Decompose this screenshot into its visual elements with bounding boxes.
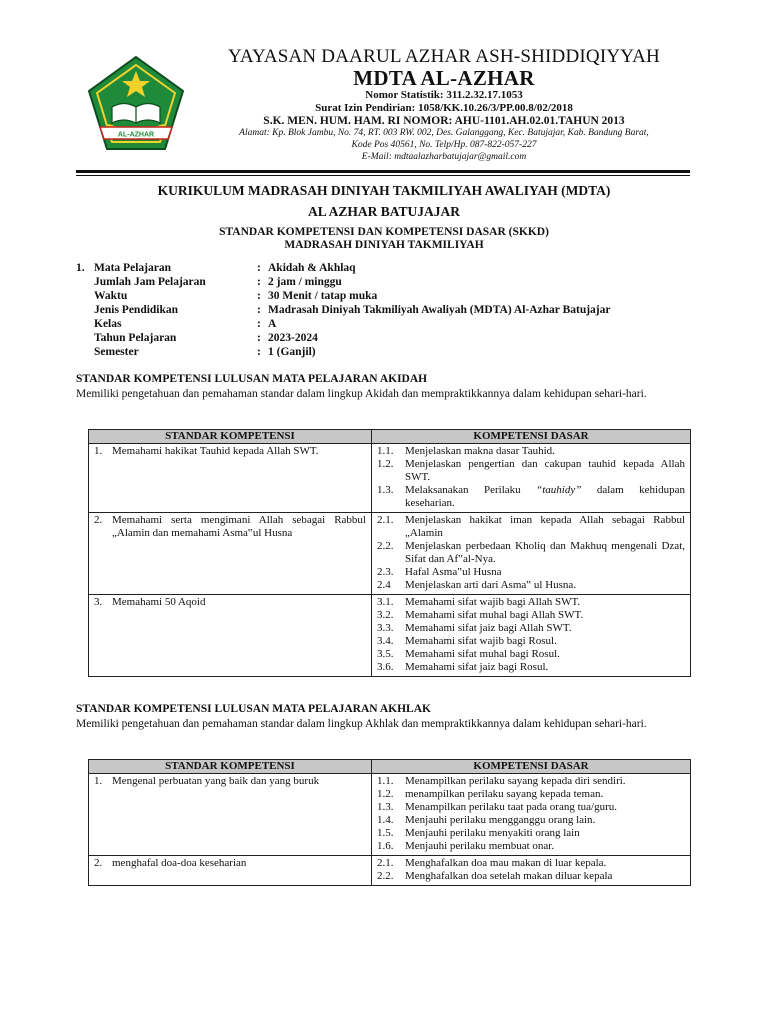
info-colon: :: [257, 346, 261, 358]
kd-text: [405, 596, 685, 609]
sk-number: 1.: [94, 775, 103, 787]
kd-text: [405, 775, 685, 788]
kd-text: [405, 514, 685, 540]
info-colon: :: [257, 332, 261, 344]
kd-text: [405, 445, 685, 458]
kd-number: 3.3.: [377, 622, 394, 634]
sk-text: Mengenal perbuatan yang baik dan yang buruk: [112, 775, 320, 787]
statistic-number: Nomor Statistik: 311.2.32.17.1053: [365, 89, 523, 101]
info-colon: :: [257, 290, 261, 302]
kompetensi-dasar-item: [377, 579, 685, 592]
kompetensi-dasar-item: [377, 484, 685, 510]
kd-text: [405, 840, 685, 853]
kompetensi-dasar-item: [377, 622, 685, 635]
standar-kompetensi-item: [94, 857, 366, 870]
kompetensi-dasar-item: [377, 775, 685, 788]
kompetensi-dasar-item: [377, 540, 685, 566]
kd-number: 2.2.: [377, 870, 394, 882]
kompetensi-dasar-item: [377, 609, 685, 622]
standar-kompetensi-cell: [89, 595, 372, 677]
info-value: Madrasah Diniyah Takmiliyah Awaliyah (MDTA) Al-Azhar Batujajar: [268, 304, 611, 316]
kd-text: [405, 648, 685, 661]
kompetensi-dasar-item: [377, 814, 685, 827]
kd-text-tail: dalam kehidupan keseharian.: [405, 484, 685, 509]
kd-text-main: Hafal Asma‟ul Husna: [405, 566, 502, 578]
kd-text-main: Memahami sifat jaiz bagi Rosul.: [405, 661, 549, 673]
info-value: 30 Menit / tatap muka: [268, 290, 378, 302]
column-header-kompetensi-dasar: KOMPETENSI DASAR: [372, 760, 691, 774]
kd-number: 2.1.: [377, 514, 394, 526]
sk-number: 2.: [94, 857, 103, 869]
kd-number: 1.2.: [377, 788, 394, 800]
kd-number: 3.1.: [377, 596, 394, 608]
kd-text-main: Menjelaskan makna dasar Tauhid.: [405, 445, 555, 457]
standar-kompetensi-item: [94, 514, 366, 540]
letterhead-rule-thin: [76, 175, 690, 176]
akidah-heading: STANDAR KOMPETENSI LULUSAN MATA PELAJARAN AKIDAH: [76, 373, 428, 385]
kd-text: [405, 635, 685, 648]
info-colon: :: [257, 276, 261, 288]
standar-kompetensi-item: [94, 775, 366, 788]
kompetensi-dasar-cell: [372, 513, 691, 595]
kd-text: [405, 857, 685, 870]
info-label: Semester: [94, 346, 139, 358]
standar-kompetensi-cell: [89, 856, 372, 886]
info-value: 2 jam / minggu: [268, 276, 342, 288]
column-header-kompetensi-dasar: KOMPETENSI DASAR: [372, 430, 691, 444]
kd-number: 1.3.: [377, 801, 394, 813]
kd-text: [405, 540, 685, 566]
kd-number: 3.4.: [377, 635, 394, 647]
kd-number: 1.2.: [377, 458, 394, 470]
letterhead-rule-thick: [76, 170, 690, 173]
akhlak-heading: STANDAR KOMPETENSI LULUSAN MATA PELAJARAN AKHLAK: [76, 703, 431, 715]
kompetensi-dasar-item: [377, 514, 685, 540]
kd-number: 2.2.: [377, 540, 394, 552]
info-value: 2023-2024: [268, 332, 318, 344]
kd-text-main: Menjauhi perilaku mengganggu orang lain.: [405, 814, 596, 826]
info-colon: :: [257, 318, 261, 330]
kd-number: 2.4: [377, 579, 391, 591]
info-label: Jumlah Jam Pelajaran: [94, 276, 206, 288]
kd-text-main: Memahami sifat muhal bagi Rosul.: [405, 648, 560, 660]
akidah-description: Memiliki pengetahuan dan pemahaman standar dalam lingkup Akidah dan mempraktikkannya dalam kehidupan sehari-hari.: [76, 388, 647, 400]
table-row: [89, 444, 691, 513]
table-row: [89, 774, 691, 856]
info-row: [76, 317, 696, 331]
kd-text-main: Melaksanakan Perilaku: [405, 484, 537, 496]
kd-text-main: Menjelaskan perbedaan Kholiq dan Makhuq mengenali Dzat, Sifat dan Af‟al-Nya.: [405, 540, 685, 565]
kd-number: 3.5.: [377, 648, 394, 660]
kd-text: [405, 870, 685, 883]
kompetensi-dasar-cell: [372, 774, 691, 856]
address-line-2: Kode Pos 40561, No. Telp/Hp. 087-822-057-227: [351, 140, 537, 150]
kd-number: 1.1.: [377, 775, 394, 787]
kompetensi-dasar-item: [377, 870, 685, 883]
table-row: [89, 595, 691, 677]
akhlak-description: Memiliki pengetahuan dan pemahaman standar dalam lingkup Akhlak dan mempraktikkannya dalam kehidupan sehari-hari.: [76, 718, 647, 730]
kd-number: 3.2.: [377, 609, 394, 621]
sk-text: Memahami 50 Aqoid: [112, 596, 206, 608]
kd-number: 1.5.: [377, 827, 394, 839]
sk-text: Memahami hakikat Tauhid kepada Allah SWT.: [112, 445, 319, 457]
kompetensi-dasar-cell: [372, 595, 691, 677]
kd-number: 1.3.: [377, 484, 394, 496]
info-label: Waktu: [94, 290, 128, 302]
kompetensi-dasar-item: [377, 661, 685, 674]
kompetensi-dasar-item: [377, 635, 685, 648]
skkd-title: STANDAR KOMPETENSI DAN KOMPETENSI DASAR (SKKD): [219, 226, 549, 238]
kd-number: 1.1.: [377, 445, 394, 457]
info-label: Tahun Pelajaran: [94, 332, 177, 344]
column-header-standar-kompetensi: STANDAR KOMPETENSI: [89, 430, 372, 444]
kd-text-main: Menjauhi perilaku membuat onar.: [405, 840, 555, 852]
kompetensi-dasar-item: [377, 566, 685, 579]
kd-text: [405, 827, 685, 840]
kd-text: [405, 609, 685, 622]
kompetensi-dasar-item: [377, 445, 685, 458]
kd-text: [405, 484, 685, 510]
kd-number: 2.3.: [377, 566, 394, 578]
info-colon: :: [257, 304, 261, 316]
kd-text-main: Menghafalkan doa mau makan di luar kepala.: [405, 857, 607, 869]
info-number: 1.: [76, 262, 85, 274]
kd-text-main: Memahami sifat jaiz bagi Allah SWT.: [405, 622, 572, 634]
school-title: AL AZHAR BATUJAJAR: [307, 204, 461, 219]
info-label: Kelas: [94, 318, 122, 330]
table-row: [89, 513, 691, 595]
standar-kompetensi-item: [94, 596, 366, 609]
kd-number: 1.4.: [377, 814, 394, 826]
kd-text: [405, 801, 685, 814]
kd-text-main: Menampilkan perilaku taat pada orang tua/guru.: [405, 801, 617, 813]
kompetensi-dasar-item: [377, 596, 685, 609]
kompetensi-dasar-item: [377, 857, 685, 870]
info-row: [76, 275, 696, 289]
standar-kompetensi-cell: [89, 774, 372, 856]
info-row: [76, 345, 696, 359]
school-name: MDTA AL-AZHAR: [353, 66, 535, 90]
kompetensi-dasar-item: [377, 801, 685, 814]
standar-kompetensi-cell: [89, 444, 372, 513]
kd-text-main: Memahami sifat wajib bagi Rosul.: [405, 635, 557, 647]
kd-number: 1.6.: [377, 840, 394, 852]
email-line: E-Mail: mdtaalazharbatujajar@gmail.com: [361, 152, 527, 162]
kd-text: [405, 661, 685, 674]
kd-text: [405, 458, 685, 484]
info-row: [76, 261, 696, 275]
madrasah-title: MADRASAH DINIYAH TAKMILIYAH: [284, 239, 484, 251]
info-value: A: [268, 318, 277, 330]
column-header-standar-kompetensi: STANDAR KOMPETENSI: [89, 760, 372, 774]
sk-number: 3.: [94, 596, 103, 608]
kompetensi-dasar-item: [377, 827, 685, 840]
kd-text-main: Menampilkan perilaku sayang kepada diri sendiri.: [405, 775, 626, 787]
info-row: [76, 331, 696, 345]
school-emblem-icon: [86, 55, 186, 155]
kd-text-main: menampilkan perilaku sayang kepada teman.: [405, 788, 604, 800]
kompetensi-dasar-item: [377, 788, 685, 801]
kd-text-main: Memahami sifat muhal bagi Allah SWT.: [405, 609, 584, 621]
curriculum-title: KURIKULUM MADRASAH DINIYAH TAKMILIYAH AWALIYAH (MDTA): [157, 183, 611, 198]
akidah-competency-table: [88, 429, 691, 677]
info-label: Mata Pelajaran: [94, 262, 171, 274]
kompetensi-dasar-cell: [372, 444, 691, 513]
standar-kompetensi-cell: [89, 513, 372, 595]
kompetensi-dasar-item: [377, 840, 685, 853]
kd-number: 2.1.: [377, 857, 394, 869]
kd-text-main: Menjelaskan hakikat iman kepada Allah sebagai Rabbul „Alamin: [405, 514, 685, 539]
logo-ribbon-text: AL-AZHAR: [117, 131, 155, 139]
kompetensi-dasar-cell: [372, 856, 691, 886]
kd-text: [405, 788, 685, 801]
info-row: [76, 289, 696, 303]
sk-number: 2.: [94, 514, 103, 526]
info-row: [76, 303, 696, 317]
info-colon: :: [257, 262, 261, 274]
address-line-1: Alamat: Kp. Blok Jambu, No. 74, RT. 003 RW. 002, Des. Galanggang, Kec. Batujajar, Kab. Bandung Barat,: [239, 128, 649, 138]
organization-name: YAYASAN DAARUL AZHAR ASH-SHIDDIQIYYAH: [228, 46, 660, 67]
kd-text: [405, 814, 685, 827]
sk-men-number: S.K. MEN. HUM. HAM. RI NOMOR: AHU-1101.AH.02.01.TAHUN 2013: [263, 115, 625, 127]
subject-info-list: [76, 261, 696, 359]
info-value: Akidah & Akhlaq: [268, 262, 356, 274]
kd-number: 3.6.: [377, 661, 394, 673]
kd-text-main: Menjelaskan pengertian dan cakupan tauhid kepada Allah SWT.: [405, 458, 685, 483]
kd-text-main: Menghafalkan doa setelah makan diluar kepala: [405, 870, 613, 882]
kd-text: [405, 622, 685, 635]
info-value: 1 (Ganjil): [268, 346, 316, 358]
kompetensi-dasar-item: [377, 648, 685, 661]
kd-text-main: Memahami sifat wajib bagi Allah SWT.: [405, 596, 581, 608]
standar-kompetensi-item: [94, 445, 366, 458]
akhlak-competency-table: [88, 759, 691, 886]
table-row: [89, 856, 691, 886]
sk-text: Memahami serta mengimani Allah sebagai Rabbul „Alamin dan memahami Asma‟ul Husna: [112, 514, 366, 539]
kompetensi-dasar-item: [377, 458, 685, 484]
kd-text: [405, 579, 685, 592]
permit-number: Surat Izin Pendirian: 1058/KK.10.26/3/PP.00.8/02/2018: [315, 102, 573, 114]
sk-number: 1.: [94, 445, 103, 457]
kd-text-main: Menjelaskan arti dari Asma‟ ul Husna.: [405, 579, 577, 591]
kd-text-emphasis: “tauhidy”: [536, 484, 582, 496]
kd-text: [405, 566, 685, 579]
kd-text-main: Menjauhi perilaku menyakiti orang lain: [405, 827, 580, 839]
sk-text: menghafal doa-doa keseharian: [112, 857, 247, 869]
info-label: Jenis Pendidikan: [94, 304, 179, 316]
